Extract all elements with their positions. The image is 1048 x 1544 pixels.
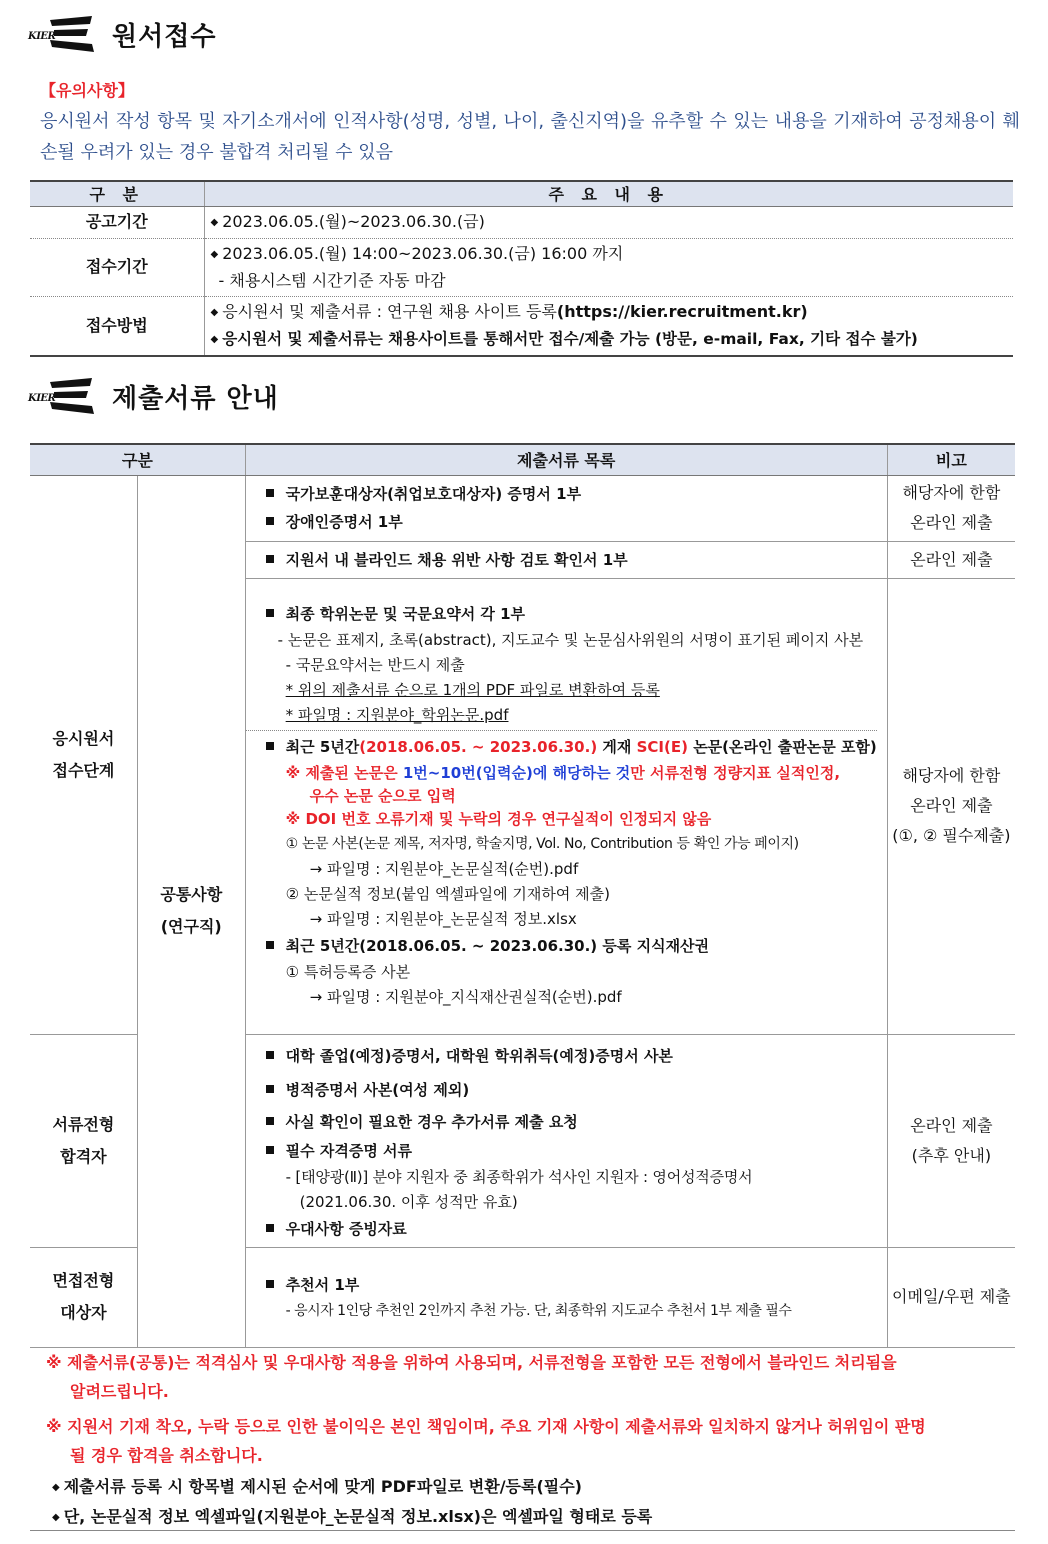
square-bullet-icon bbox=[266, 517, 274, 525]
section-header-documents bbox=[28, 376, 279, 416]
square-bullet-icon bbox=[266, 1085, 274, 1093]
stage-interview: 면접전형 대상자 bbox=[30, 1247, 137, 1347]
note-cell: 해당자에 한함 온라인 제출 (①, ② 필수제출) bbox=[887, 578, 1015, 1034]
note-cell: 해당자에 한함 온라인 제출 bbox=[887, 475, 1015, 541]
footer-bullet-1: ◆ 제출서류 등록 시 항목별 제시된 순서에 맞게 PDF파일로 변환/등록(필수) bbox=[52, 1477, 582, 1496]
square-bullet-icon bbox=[266, 742, 274, 750]
row-label: 공고기간 bbox=[30, 206, 204, 238]
documents-cell: 지원서 내 블라인드 채용 위반 사항 검토 확인서 1부 bbox=[245, 541, 887, 578]
footer-notice-2: ※ 지원서 기재 착오, 누락 등으로 인한 불이익은 본인 책임이며, 주요 기재 사항이 제출서류와 일치하지 않거나 허위임이 판명 될 경우 합격을 취소합니다. bbox=[46, 1417, 926, 1465]
square-bullet-icon bbox=[266, 555, 274, 563]
application-table bbox=[30, 180, 1013, 357]
common-category: 공통사항 (연구직) bbox=[137, 475, 245, 1347]
section-header-application bbox=[28, 14, 216, 54]
row-label: 접수방법 bbox=[30, 296, 204, 356]
table-row bbox=[30, 238, 1013, 296]
bullet-icon: ◆ bbox=[210, 248, 219, 260]
divider bbox=[30, 1530, 1015, 1531]
recruitment-url[interactable]: (https://kier.recruitment.kr) bbox=[556, 301, 808, 321]
col-header-category: 구 분 bbox=[30, 181, 204, 206]
kier-logo: KIER bbox=[28, 376, 96, 416]
bullet-icon: ◆ bbox=[52, 1482, 60, 1493]
bullet-icon: ◆ bbox=[210, 333, 219, 345]
square-bullet-icon bbox=[266, 1146, 274, 1154]
bullet-icon: ◆ bbox=[52, 1512, 60, 1523]
square-bullet-icon bbox=[266, 489, 274, 497]
col-header-note: 비고 bbox=[887, 444, 1015, 475]
table-row bbox=[30, 296, 1013, 356]
square-bullet-icon bbox=[266, 1051, 274, 1059]
row-content: ◆ 2023.06.05.(월) 14:00~2023.06.30.(금) 16:00 까지 - 채용시스템 시간기준 자동 마감 bbox=[204, 238, 1013, 296]
documents-cell: 최종 학위논문 및 국문요약서 각 1부 - 논문은 표제지, 초록(abstract), 지도교수 및 논문심사위원의 서명이 표기된 페이지 사본 - 국문요약서는 반드시 제출 * 위의 제출서류 순으로 1개의 PDF 파일로 변환하여 등록 * 파일명 : 지원분야_학위논문.pdf 최근 5년간(2018.06.05. ~ 2023.06.30.) 게재 SCI(E) 논문(온라인 출판논문 포함) ※ 제출된 논문은 1번~10번(입력순)에 해당하는 것만 서류전형 정량지표 실적인정, 우수 논문 순으로 입력 ※ DOI 번호 오류기재 및 누락의 경우 연구실적이 인정되지 않음 ① 논문 사본(논문 제목, 저자명, 학술지명, Vol. No, Contribution 등 확인 가능 페이지) → 파일명 : 지원분야_논문실적(순번).pdf ② 논문실적 정보(붙임 엑셀파일에 기재하여 제출) → 파일명 : 지원분야_논문실적 정보.xlsx 최근 5년간(2018.06.05. ~ 2023.06.30.) 등록 지식재산권 ① 특허등록증 사본 → 파일명 : 지원분야_지식재산권실적(순번).pdf bbox=[245, 578, 887, 1034]
footer-bullet-2: ◆ 단, 논문실적 정보 엑셀파일(지원분야_논문실적 정보.xlsx)은 엑셀파일 형태로 등록 bbox=[52, 1507, 653, 1526]
square-bullet-icon bbox=[266, 609, 274, 617]
bullet-icon: ◆ bbox=[210, 216, 219, 228]
row-content: ◆ 응시원서 및 제출서류 : 연구원 채용 사이트 등록(https://kier.recruitment.kr) ◆ 응시원서 및 제출서류는 채용사이트를 통해서만 접수/제출 가능 (방문, e-mail, Fax, 기타 접수 불가) bbox=[210, 301, 918, 348]
square-bullet-icon bbox=[266, 1280, 274, 1288]
bullet-icon: ◆ bbox=[210, 306, 219, 318]
col-header-category: 구분 bbox=[30, 444, 245, 475]
square-bullet-icon bbox=[266, 1224, 274, 1232]
col-header-content: 주 요 내 용 bbox=[204, 181, 1013, 206]
documents-cell: 국가보훈대상자(취업보호대상자) 증명서 1부 장애인증명서 1부 bbox=[245, 475, 887, 541]
row-content: ◆ 2023.06.05.(월)~2023.06.30.(금) bbox=[204, 206, 1013, 238]
stage-document-pass: 서류전형 합격자 bbox=[30, 1034, 137, 1247]
documents-table bbox=[30, 443, 1015, 1348]
kier-logo: KIER bbox=[28, 14, 96, 54]
table-row bbox=[30, 206, 1013, 238]
note-cell: 온라인 제출 (추후 안내) bbox=[887, 1034, 1015, 1247]
square-bullet-icon bbox=[266, 941, 274, 949]
row-label: 접수기간 bbox=[30, 238, 204, 296]
documents-cell: 대학 졸업(예정)증명서, 대학원 학위취득(예정)증명서 사본 병적증명서 사본(여성 제외) 사실 확인이 필요한 경우 추가서류 제출 요청 필수 자격증명 서류 - [태양광(Ⅱ)] 분야 지원자 중 최종학위가 석사인 지원자 : 영어성적증명서 (2021.06.30. 이후 성적만 유효) 우대사항 증빙자료 bbox=[245, 1034, 887, 1247]
col-header-documents: 제출서류 목록 bbox=[245, 444, 887, 475]
note-cell: 이메일/우편 제출 bbox=[887, 1247, 1015, 1347]
notice-label: 【유의사항】 bbox=[40, 81, 134, 100]
stage-application: 응시원서 접수단계 bbox=[30, 475, 137, 1034]
note-cell: 온라인 제출 bbox=[887, 541, 1015, 578]
section-title: 원서접수 bbox=[112, 21, 217, 52]
table-row bbox=[30, 475, 1015, 541]
notice-text: 응시원서 작성 항목 및 자기소개서에 인적사항(성명, 성별, 나이, 출신지역)을 유추할 수 있는 내용을 기재하여 공정채용이 훼손될 우려가 있는 경우 불합격 처리될 수 있음 bbox=[40, 111, 1020, 163]
footer-notice-1: ※ 제출서류(공통)는 적격심사 및 우대사항 적용을 위하여 사용되며, 서류전형을 포함한 모든 전형에서 블라인드 처리됨을 알려드립니다. bbox=[46, 1353, 897, 1401]
documents-cell: 추천서 1부 - 응시자 1인당 추천인 2인까지 추천 가능. 단, 최종학위 지도교수 추천서 1부 제출 필수 bbox=[245, 1247, 887, 1347]
section-title: 제출서류 안내 bbox=[112, 383, 279, 414]
square-bullet-icon bbox=[266, 1117, 274, 1125]
